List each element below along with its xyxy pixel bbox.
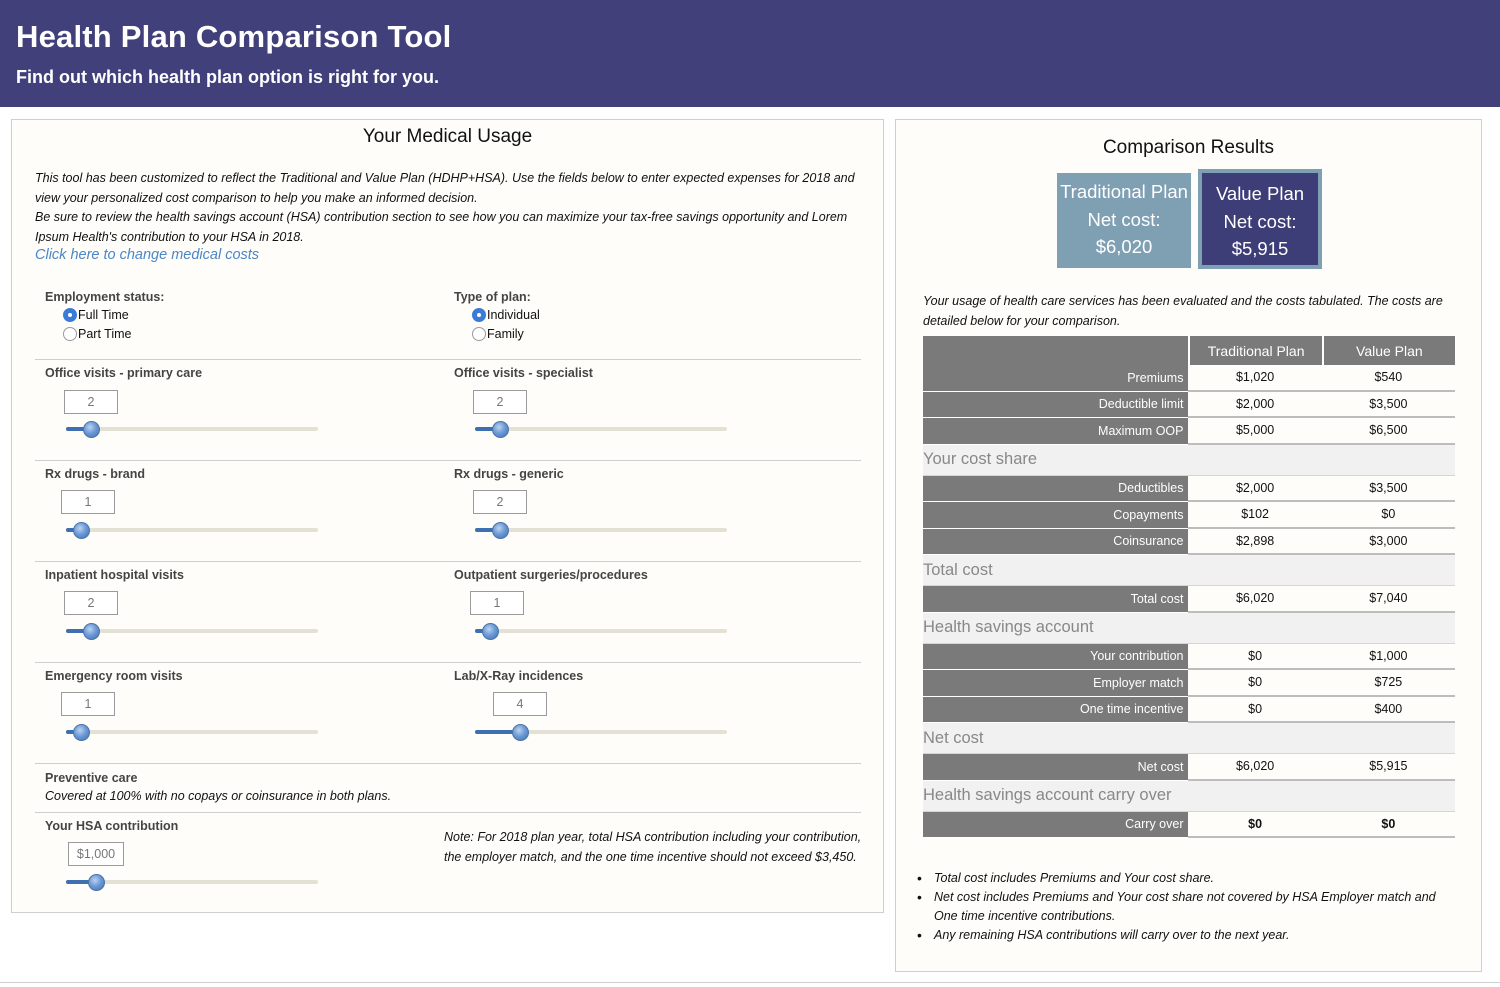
header-value: Value Plan	[1322, 336, 1455, 365]
table-row	[923, 392, 1455, 419]
section-hsa	[923, 613, 1455, 644]
divider	[35, 812, 861, 813]
radio-label: Full Time	[78, 308, 129, 322]
intro-line-1: This tool has been customized to reflect the Traditional and Value Plan (HDHP+HSA). Use the fields below to enter expected expenses for 2018 and view your personalized cost comparison to help you make an informed decision.	[35, 171, 855, 205]
slider-handle[interactable]	[83, 421, 100, 438]
results-header-row	[923, 336, 1455, 365]
hsa-contribution-slider[interactable]	[66, 874, 318, 890]
card-net-cost-label: Net cost:	[1223, 210, 1297, 232]
slider-track	[475, 528, 727, 532]
lab-xray-input[interactable]: 4	[493, 692, 547, 716]
row-label: Your contribution	[923, 644, 1188, 671]
radio-button-icon[interactable]	[63, 327, 77, 341]
table-row	[923, 502, 1455, 529]
value-plan-card	[1198, 169, 1322, 269]
table-row	[923, 754, 1455, 781]
table-row	[923, 670, 1455, 697]
radio-label: Family	[487, 327, 524, 341]
traditional-value: $102	[1188, 502, 1321, 529]
radio-button-icon[interactable]	[472, 308, 486, 322]
table-row	[923, 644, 1455, 671]
radio-button-icon[interactable]	[472, 327, 486, 341]
card-plan-name: Traditional Plan	[1060, 181, 1188, 202]
radio-individual[interactable]	[472, 307, 540, 323]
comparison-results-panel	[895, 119, 1482, 972]
row-label: One time incentive	[923, 697, 1188, 724]
outpatient-slider[interactable]	[475, 623, 727, 639]
row-label: Coinsurance	[923, 529, 1188, 556]
slider-track	[66, 528, 318, 532]
rx-generic-label: Rx drugs - generic	[454, 467, 564, 481]
table-row	[923, 697, 1455, 724]
outpatient-input[interactable]: 1	[470, 591, 524, 615]
traditional-value: $5,000	[1188, 418, 1321, 445]
card-plan-name: Value Plan	[1215, 183, 1305, 204]
page-title: Health Plan Comparison Tool	[16, 19, 452, 54]
office-visits-primary-slider[interactable]	[66, 421, 318, 437]
results-intro-text: Your usage of health care services has been evaluated and the costs tabulated. The costs are detailed below for your comparison.	[923, 294, 1443, 328]
app-header	[0, 0, 1500, 107]
row-label: Deductibles	[923, 476, 1188, 503]
divider	[35, 561, 861, 562]
section-carry-over	[923, 781, 1455, 812]
value-plan-value: $3,000	[1322, 529, 1455, 556]
page-bottom-border	[0, 982, 1500, 983]
section-title: Net cost	[923, 723, 1455, 754]
value-plan-value: $540	[1322, 365, 1455, 392]
traditional-value: $6,020	[1188, 754, 1321, 781]
slider-track	[475, 629, 727, 633]
divider	[35, 460, 861, 461]
slider-handle[interactable]	[492, 522, 509, 539]
slider-handle[interactable]	[492, 421, 509, 438]
slider-track	[66, 629, 318, 633]
rx-brand-slider[interactable]	[66, 522, 318, 538]
section-cost-share	[923, 445, 1455, 476]
row-label: Copayments	[923, 502, 1188, 529]
row-label: Carry over	[923, 812, 1188, 839]
value-plan-value: $6,500	[1322, 418, 1455, 445]
traditional-value: $0	[1188, 670, 1321, 697]
office-visits-primary-input[interactable]: 2	[64, 390, 118, 414]
slider-handle[interactable]	[83, 623, 100, 640]
radio-button-icon[interactable]	[63, 308, 77, 322]
section-net-cost	[923, 723, 1455, 754]
traditional-value: $0	[1188, 644, 1321, 671]
value-plan-value: $400	[1322, 697, 1455, 724]
row-label: Net cost	[923, 754, 1188, 781]
value-plan-value: $725	[1322, 670, 1455, 697]
inpatient-slider[interactable]	[66, 623, 318, 639]
medical-usage-title: Your Medical Usage	[362, 126, 533, 147]
slider-handle[interactable]	[88, 874, 105, 891]
office-visits-specialist-label: Office visits - specialist	[454, 366, 593, 380]
radio-label: Part Time	[78, 327, 132, 341]
slider-handle[interactable]	[482, 623, 499, 640]
outpatient-label: Outpatient surgeries/procedures	[454, 568, 648, 582]
rx-brand-label: Rx drugs - brand	[45, 467, 146, 481]
traditional-plan-card	[1057, 173, 1191, 268]
value-plan-value: $1,000	[1322, 644, 1455, 671]
hsa-contribution-label: Your HSA contribution	[45, 819, 179, 833]
value-plan-value: $0	[1322, 812, 1455, 839]
note-item: • Any remaining HSA contributions will carry over to the next year.	[933, 926, 1453, 945]
comparison-results-title: Comparison Results	[1102, 137, 1275, 158]
emergency-room-slider[interactable]	[66, 724, 318, 740]
traditional-value: $0	[1188, 697, 1321, 724]
hsa-note: Note: For 2018 plan year, total HSA contribution including your contribution, the employer match, and the one time incentive should not exceed $3,450.	[444, 830, 862, 864]
office-visits-primary-label: Office visits - primary care	[45, 366, 203, 380]
traditional-value: $2,000	[1188, 476, 1321, 503]
row-label: Total cost	[923, 586, 1188, 613]
divider	[35, 662, 861, 663]
section-total-cost	[923, 555, 1455, 586]
divider	[35, 359, 861, 360]
traditional-value: $2,000	[1188, 392, 1321, 419]
traditional-value: $6,020	[1188, 586, 1321, 613]
row-label: Deductible limit	[923, 392, 1188, 419]
slider-track	[66, 730, 318, 734]
rx-generic-input[interactable]: 2	[473, 490, 527, 514]
radio-part-time[interactable]	[63, 326, 132, 342]
card-net-cost-label: Net cost:	[1087, 208, 1161, 230]
card-net-cost-value: $5,915	[1231, 238, 1289, 259]
inpatient-label: Inpatient hospital visits	[45, 568, 184, 582]
emergency-room-input[interactable]: 1	[61, 692, 115, 716]
header-blank	[923, 336, 1188, 365]
rx-brand-input[interactable]: 1	[61, 490, 115, 514]
office-visits-specialist-input[interactable]: 2	[473, 390, 527, 414]
rx-generic-slider[interactable]	[475, 522, 727, 538]
row-label: Employer match	[923, 670, 1188, 697]
table-row	[923, 586, 1455, 613]
section-title: Health savings account	[923, 613, 1455, 644]
employment-status-label: Employment status:	[45, 290, 165, 304]
note-item: • Total cost includes Premiums and Your cost share.	[933, 869, 1453, 888]
value-plan-value: $3,500	[1322, 392, 1455, 419]
note-item: • Net cost includes Premiums and Your cost share not covered by HSA Employer match and One time incentive contributions.	[933, 888, 1453, 926]
divider	[35, 763, 861, 764]
office-visits-specialist-slider[interactable]	[475, 421, 727, 437]
intro-line-2: Be sure to review the health savings account (HSA) contribution section to see how you can maximize your tax-free savings opportunity and Lorem Ipsum Health's contribution to your HSA in 2018.	[35, 210, 848, 244]
row-label: Premiums	[923, 365, 1188, 392]
traditional-value: $2,898	[1188, 529, 1321, 556]
slider-track	[66, 427, 318, 431]
radio-label: Individual	[487, 308, 540, 322]
section-title: Total cost	[923, 555, 1455, 586]
emergency-room-label: Emergency room visits	[45, 669, 183, 683]
inpatient-input[interactable]: 2	[64, 591, 118, 615]
slider-handle[interactable]	[73, 724, 90, 741]
results-notes	[933, 869, 1453, 945]
slider-handle[interactable]	[73, 522, 90, 539]
hsa-contribution-input[interactable]: $1,000	[68, 842, 124, 866]
table-row	[923, 812, 1455, 839]
traditional-value: $0	[1188, 812, 1321, 839]
radio-full-time[interactable]	[63, 307, 129, 323]
table-row	[923, 529, 1455, 556]
intro-text	[35, 169, 865, 247]
table-row	[923, 418, 1455, 445]
header-traditional: Traditional Plan	[1188, 336, 1321, 365]
table-row	[923, 476, 1455, 503]
slider-handle[interactable]	[512, 724, 529, 741]
lab-xray-label: Lab/X-Ray incidences	[454, 669, 584, 683]
plan-type-label: Type of plan:	[454, 290, 531, 304]
preventive-care-label: Preventive care	[45, 771, 138, 785]
change-medical-costs-link[interactable]: Click here to change medical costs	[35, 247, 260, 263]
section-title: Your cost share	[923, 445, 1455, 476]
medical-usage-panel	[11, 119, 884, 913]
radio-family[interactable]	[472, 326, 524, 342]
value-plan-value: $3,500	[1322, 476, 1455, 503]
section-title: Health savings account carry over	[923, 781, 1455, 812]
value-plan-value: $7,040	[1322, 586, 1455, 613]
preventive-care-text: Covered at 100% with no copays or coinsurance in both plans.	[45, 789, 392, 803]
slider-track	[475, 427, 727, 431]
card-net-cost-value: $6,020	[1095, 236, 1153, 257]
page-subtitle: Find out which health plan option is right for you.	[16, 67, 439, 87]
lab-xray-slider[interactable]	[475, 724, 727, 740]
row-label: Maximum OOP	[923, 418, 1188, 445]
table-row	[923, 365, 1455, 392]
value-plan-value: $5,915	[1322, 754, 1455, 781]
traditional-value: $1,020	[1188, 365, 1321, 392]
results-table	[923, 336, 1455, 838]
value-plan-value: $0	[1322, 502, 1455, 529]
